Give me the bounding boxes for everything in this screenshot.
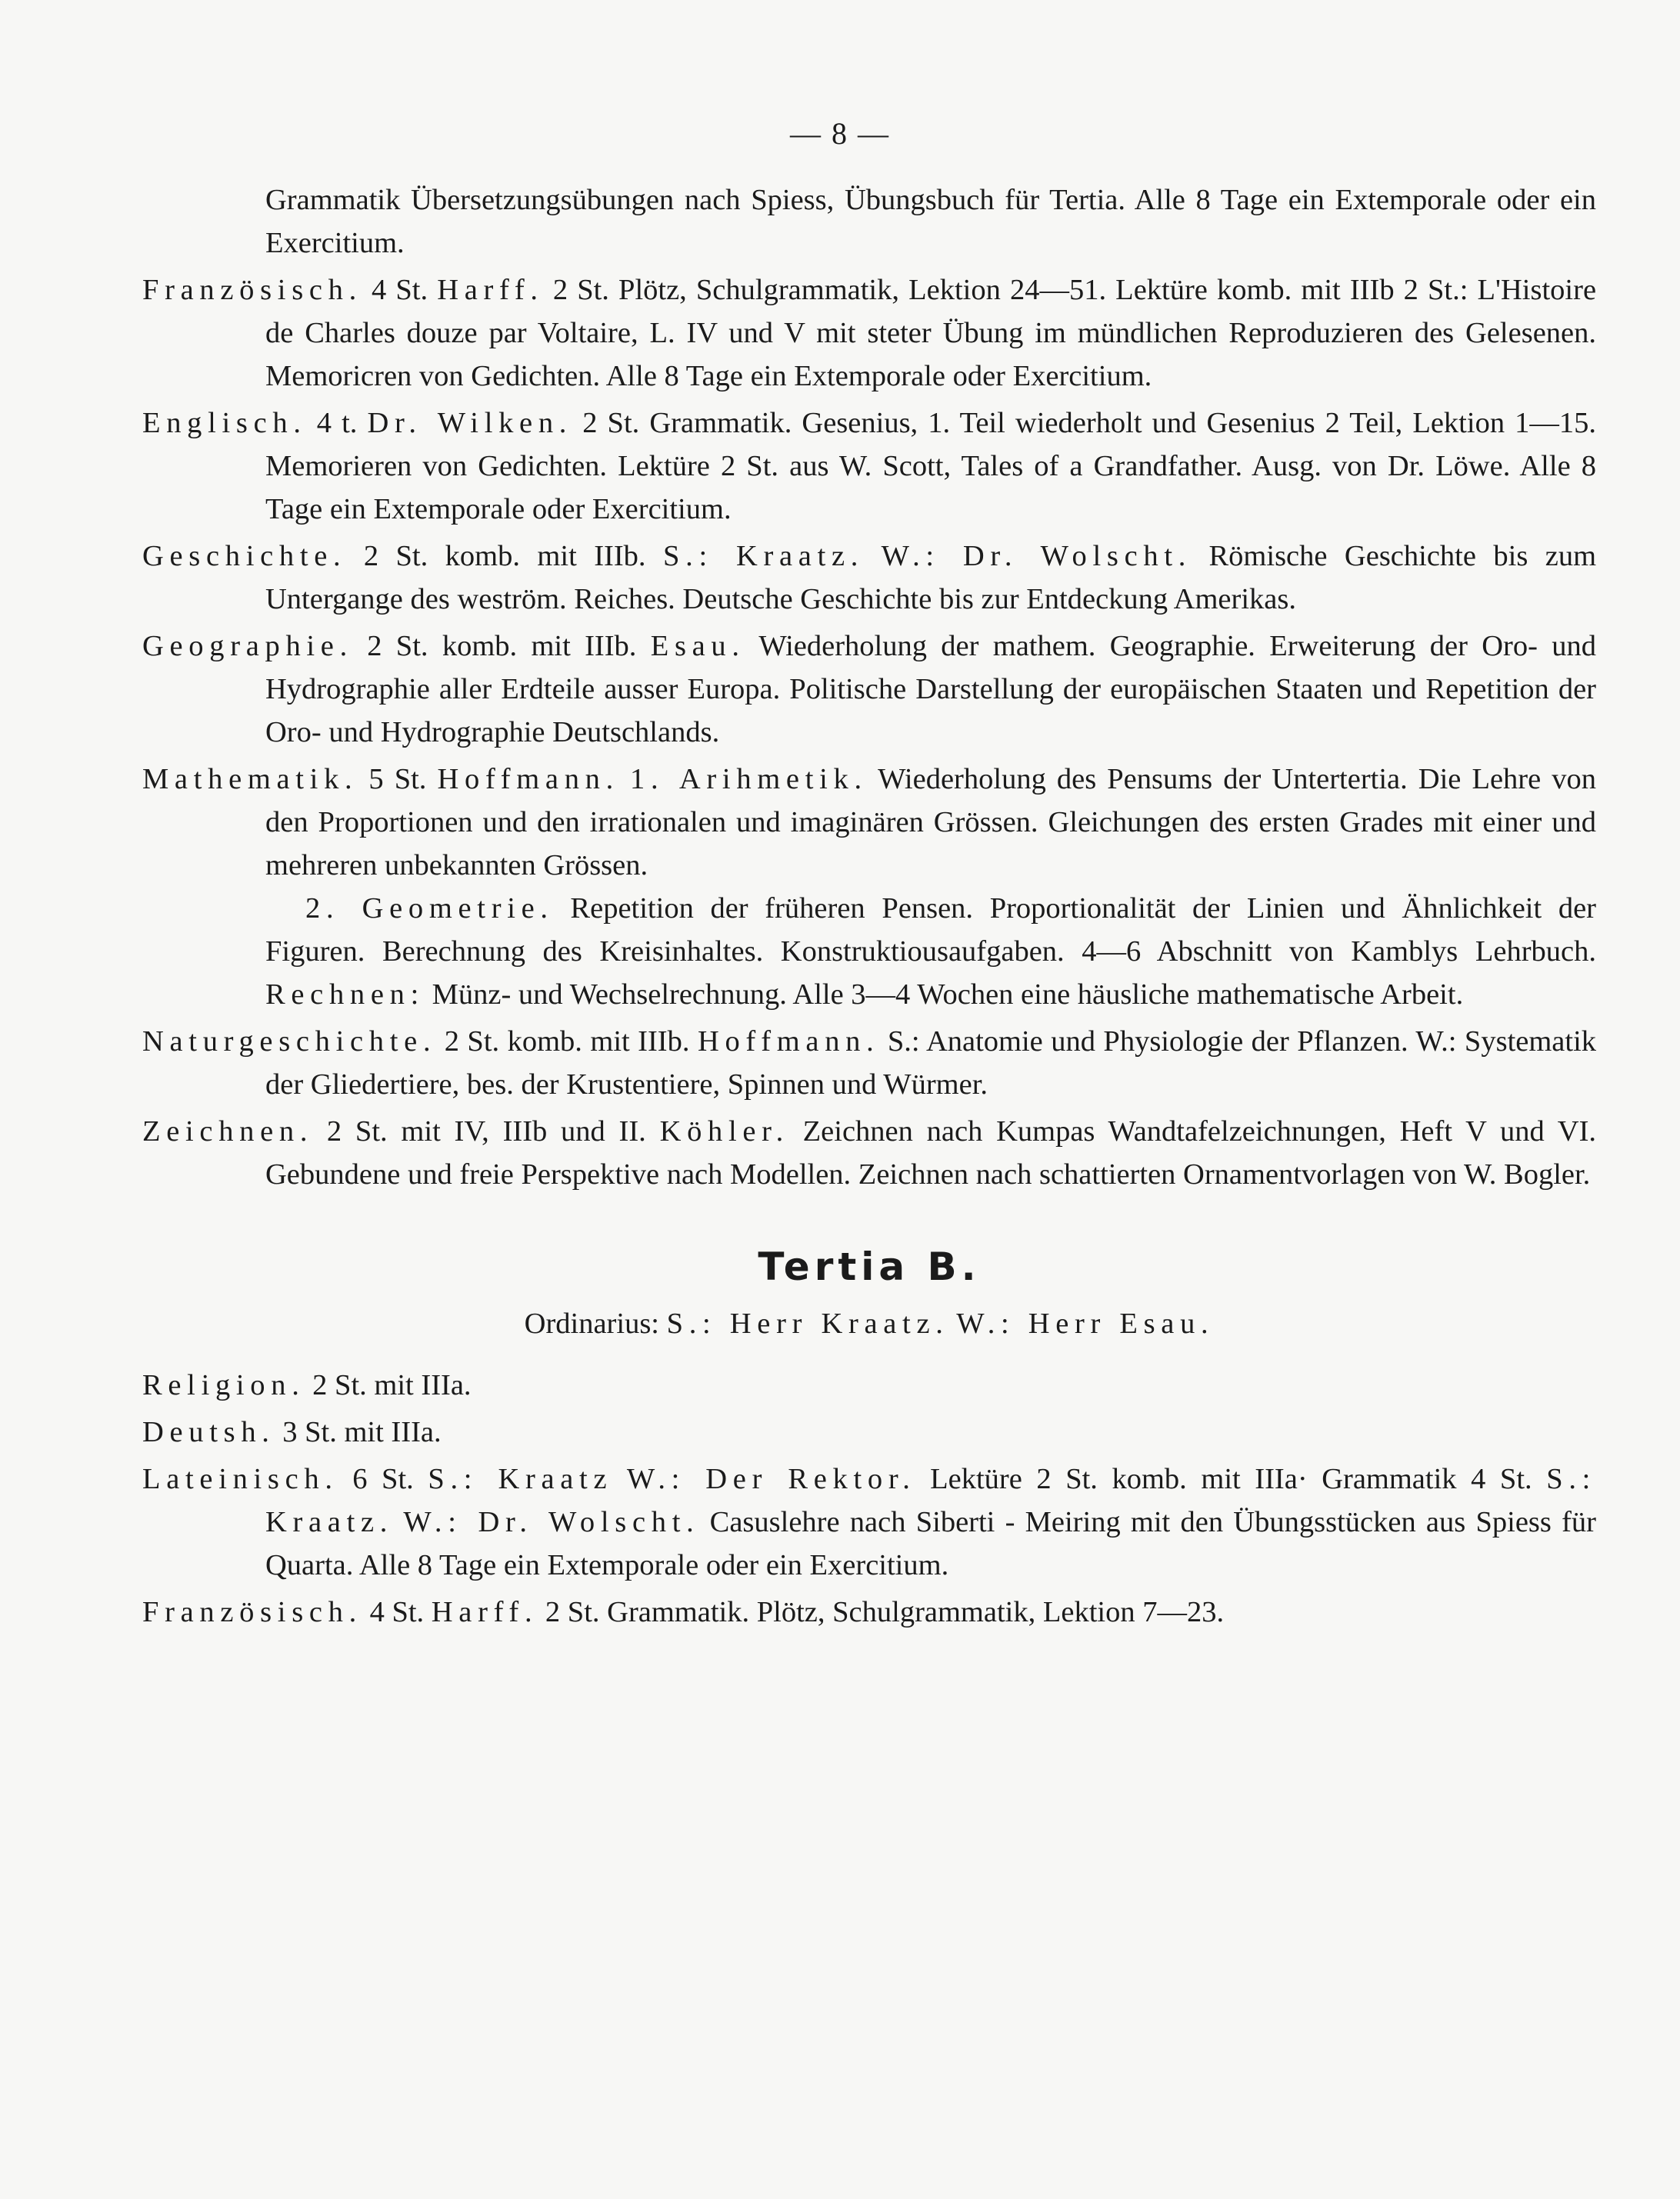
ordinarius-summer: S.: Herr Kraatz.: [666, 1308, 949, 1340]
teacher-summer: S.: Kraatz.: [663, 540, 865, 572]
ordinarius-line: [142, 1302, 1596, 1345]
ordinarius-label: Ordinarius:: [524, 1308, 659, 1340]
geometrie-block: [265, 887, 1596, 1016]
entry-zeichnen: [142, 1110, 1596, 1196]
ordinarius-winter: W.: Herr Esau.: [956, 1308, 1215, 1340]
hours: 5 St.: [368, 763, 427, 795]
entry-geographie: [142, 625, 1596, 754]
geometrie-label: 2. Geometrie.: [305, 892, 554, 925]
teacher: Dr. Wilken.: [367, 407, 573, 439]
entry-religion: [142, 1364, 1596, 1407]
entry-franzoesisch: [142, 268, 1596, 398]
grammatik-text: Casuslehre nach Siberti - Meiring mit den Übungsstücken aus Spiess für Quarta. Alle 8 Tage ein Extemporale oder ein Exercitium.: [265, 1506, 1597, 1581]
entry-geschichte: [142, 535, 1596, 621]
arithmetik-label: 1. Arihmetik.: [630, 763, 868, 795]
lektuere-text: Lektüre 2 St. komb. mit IIIa·: [930, 1463, 1308, 1495]
teacher: Esau.: [650, 630, 745, 662]
grammatik-continuation: [142, 178, 1596, 265]
page-number: — 8 —: [790, 116, 890, 151]
hours: 4 St.: [369, 1596, 425, 1628]
subject-label: Lateinisch.: [142, 1463, 338, 1495]
grammatik-hours: Grammatik 4 St.: [1322, 1463, 1532, 1495]
entry-text: 3 St. mit IIIa.: [282, 1416, 442, 1448]
grammatik-teacher-winter: W.: Dr. Wolscht.: [403, 1506, 700, 1538]
entry-lateinisch: [142, 1458, 1596, 1587]
subject-label: Geschichte.: [142, 540, 347, 572]
subject-label: Französisch.: [142, 1596, 362, 1628]
hours: 6 St.: [352, 1463, 414, 1495]
teacher: Hoffmann.: [697, 1025, 880, 1058]
hours: 2 St. komb. mit IIIb.: [363, 540, 646, 572]
rechnen-label: Rechnen:: [265, 978, 425, 1011]
page-content: [142, 178, 1596, 1638]
subject-label: Naturgeschichte.: [142, 1025, 437, 1058]
entry-englisch: [142, 401, 1596, 531]
rechnen-text: Münz- und Wechselrechnung. Alle 3—4 Wochen eine häusliche mathematische Arbeit.: [432, 978, 1464, 1011]
subject-label: Religion.: [142, 1369, 305, 1401]
teacher: Harff.: [431, 1596, 538, 1628]
entry-text: 2 St. mit IIIa.: [312, 1369, 472, 1401]
subject-label: Französisch.: [142, 274, 362, 306]
grammatik-continuation-text: Grammatik Übersetzungsübungen nach Spiess, Übungsbuch für Tertia. Alle 8 Tage ein Extemporale oder ein Exercitium.: [265, 184, 1596, 259]
entry-mathematik: [142, 758, 1596, 1016]
grammatik-teacher-summer: S.: Kraatz.: [265, 1463, 1597, 1538]
geometrie-text: Repetition der früheren Pensen. Proportionalität der Linien und Ähnlichkeit der Figuren. Berechnung des Kreisinhaltes. Konstruktiousaufgaben. 4—6 Abschnitt von Kamblys Lehrbuch.: [265, 892, 1596, 968]
hours: 4 t.: [316, 407, 358, 439]
subject-label: Geographie.: [142, 630, 353, 662]
section-heading-tertia-b: Tertia B.: [758, 1244, 981, 1289]
subject-label: Mathematik.: [142, 763, 358, 795]
teacher: Harff.: [437, 274, 544, 306]
teacher-winter: W.: Der Rektor.: [626, 1463, 916, 1495]
entry-text: Wiederholung der mathem. Geographie. Erweiterung der Oro- und Hydrographie aller Erdteile ausser Europa. Politische Darstellung der europäischen Staaten und Repetition der Oro- und Hydrographie Deutschlands.: [265, 630, 1597, 748]
entry-text: Römische Geschichte bis zum Untergange des weström. Reiches. Deutsche Geschichte bis zur Entdeckung Amerikas.: [265, 540, 1597, 615]
hours: 2 St. komb. mit IIIb.: [444, 1025, 690, 1058]
subject-label: Englisch.: [142, 407, 307, 439]
entry-text: Zeichnen nach Kumpas Wandtafelzeichnungen, Heft V und VI. Gebundene und freie Perspektive nach Modellen. Zeichnen nach schattierten Ornamentvorlagen von W. Bogler.: [265, 1115, 1597, 1191]
entry-naturgeschichte: [142, 1020, 1596, 1106]
teacher: Köhler.: [659, 1115, 789, 1148]
subject-label: Deutsh.: [142, 1416, 275, 1448]
arithmetik-text: Wiederholung des Pensums der Untertertia. Die Lehre von den Proportionen und den irrationalen und imaginären Grössen. Gleichungen des ersten Grades mit einer und mehreren unbekannten Grössen.: [265, 763, 1597, 881]
entry-deutsch: [142, 1411, 1596, 1454]
entry-franzoesisch-tertia-b: [142, 1591, 1596, 1634]
teacher-winter: W.: Dr. Wolscht.: [881, 540, 1192, 572]
entry-text: 2 St. Grammatik. Gesenius, 1. Teil wiederholt und Gesenius 2 Teil, Lektion 1—15. Memorieren von Gedichten. Lektüre 2 St. aus W. Scott, Tales of a Grandfather. Ausg. von Dr. Löwe. Alle 8 Tage ein Extemporale oder Exercitium.: [265, 407, 1597, 525]
entry-text: 2 St. Plötz, Schulgrammatik, Lektion 24—51. Lektüre komb. mit IIIb 2 St.: L'Histoire de Charles douze par Voltaire, L. IV und V mit steter Übung im mündlichen Reproduzieren des Gelesenen. Memoricren von Gedichten. Alle 8 Tage ein Extemporale oder Exercitium.: [265, 274, 1597, 392]
teacher: Hoffmann.: [437, 763, 619, 795]
hours: 2 St. mit IV, IIIb und II.: [326, 1115, 646, 1148]
hours: 2 St. komb. mit IIIb.: [367, 630, 637, 662]
teacher-summer: S.: Kraatz: [428, 1463, 613, 1495]
hours: 4 St.: [372, 274, 428, 306]
entry-text: 2 St. Grammatik. Plötz, Schulgrammatik, Lektion 7—23.: [545, 1596, 1225, 1628]
entry-text: S.: Anatomie und Physiologie der Pflanzen. W.: Systematik der Gliedertiere, bes. der Krustentiere, Spinnen und Würmer.: [265, 1025, 1597, 1101]
subject-label: Zeichnen.: [142, 1115, 314, 1148]
